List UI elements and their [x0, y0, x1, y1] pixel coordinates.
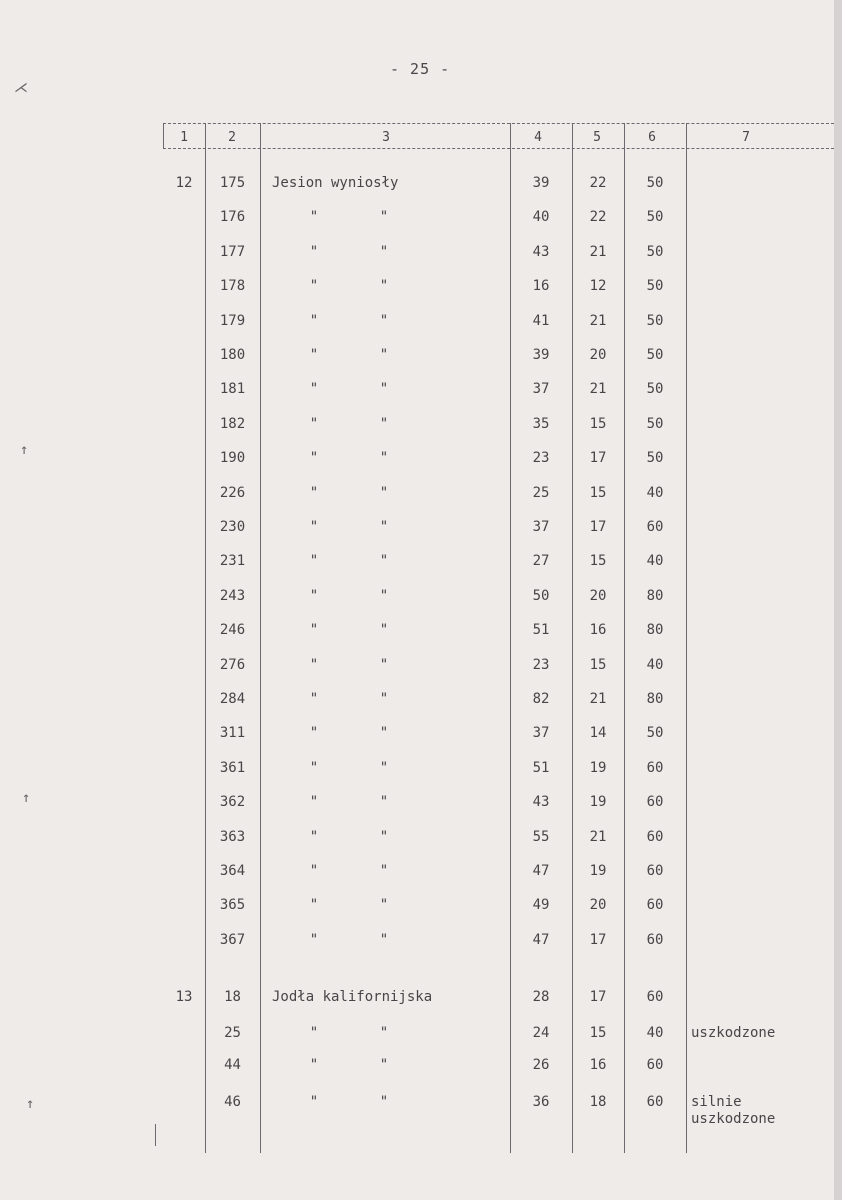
cell-remarks: silnie uszkodzone	[691, 1094, 776, 1127]
cell-col-5: 17	[589, 450, 607, 467]
cell-col-6: 50	[646, 450, 664, 467]
cell-col-4: 39	[532, 175, 550, 191]
cell-col-5: 19	[589, 794, 607, 811]
cell-tree-number: 243	[219, 587, 246, 604]
ditto-mark: "	[309, 519, 319, 535]
ditto-mark: "	[309, 1057, 319, 1073]
cell-col-5: 17	[589, 931, 607, 948]
cell-col-5: 16	[589, 622, 607, 639]
cell-col-6: 60	[646, 519, 664, 535]
cell-col-6: 50	[646, 243, 664, 260]
cell-col-6: 50	[646, 278, 664, 295]
cell-col-4: 23	[532, 656, 550, 673]
cell-col-4: 43	[532, 794, 550, 811]
ditto-mark: "	[379, 1057, 389, 1073]
cell-tree-number: 363	[219, 828, 246, 845]
cell-col-6: 50	[646, 312, 664, 329]
cell-col-5: 21	[589, 243, 607, 260]
cell-col-4: 23	[532, 450, 550, 467]
cell-col-5: 14	[589, 725, 607, 742]
cell-species: Jesion wyniosły	[272, 175, 399, 191]
cell-col-5: 15	[589, 484, 607, 501]
cell-tree-number: 284	[219, 691, 246, 707]
cell-tree-number: 18	[224, 989, 241, 1005]
cell-col-4: 25	[532, 484, 550, 501]
ditto-mark: "	[309, 381, 319, 398]
cell-tree-number: 176	[219, 209, 246, 226]
table-top-rule	[163, 123, 834, 124]
ditto-mark: "	[309, 347, 319, 363]
cell-col-5: 22	[589, 175, 607, 191]
ditto-mark: "	[309, 691, 319, 707]
punch-hole-icon: ↑	[26, 1096, 35, 1112]
cell-tree-number: 177	[219, 243, 246, 260]
ditto-mark: "	[309, 863, 319, 879]
header-cell-2: 2	[228, 130, 236, 145]
ditto-mark: "	[309, 656, 319, 673]
cell-col-6: 60	[646, 931, 664, 948]
ditto-mark: "	[379, 691, 389, 707]
header-cell-1: 1	[180, 130, 188, 145]
cell-tree-number: 178	[219, 278, 246, 295]
cell-col-5: 17	[589, 519, 607, 535]
ditto-mark: "	[379, 415, 389, 432]
cell-col-6: 50	[646, 347, 664, 363]
cell-tree-number: 182	[219, 415, 246, 432]
ditto-mark: "	[379, 622, 389, 639]
cell-col-5: 20	[589, 347, 607, 363]
cell-col-5: 15	[589, 656, 607, 673]
punch-hole-icon: ↑	[22, 790, 31, 806]
cell-col-4: 28	[532, 989, 550, 1005]
cell-col-5: 15	[589, 415, 607, 432]
cell-col-6: 60	[646, 794, 664, 811]
cell-col-6: 60	[646, 989, 664, 1005]
column-divider	[686, 123, 687, 1153]
cell-tree-number: 44	[224, 1057, 241, 1073]
cell-col-4: 40	[532, 209, 550, 226]
cell-tree-number: 361	[219, 759, 246, 776]
cell-col-6: 80	[646, 622, 664, 639]
cell-tree-number: 190	[219, 450, 246, 467]
ditto-mark: "	[379, 725, 389, 742]
ditto-mark: "	[379, 794, 389, 811]
cell-group-number: 13	[175, 989, 193, 1005]
cell-col-5: 16	[589, 1057, 607, 1073]
cell-col-6: 60	[646, 863, 664, 879]
cell-col-6: 60	[646, 1057, 664, 1073]
ditto-mark: "	[309, 415, 319, 432]
cell-col-4: 82	[532, 691, 550, 707]
cell-col-5: 22	[589, 209, 607, 226]
ditto-mark: "	[379, 897, 389, 914]
ditto-mark: "	[309, 243, 319, 260]
cell-col-6: 40	[646, 1025, 664, 1041]
ditto-mark: "	[309, 1094, 319, 1110]
cell-col-4: 47	[532, 863, 550, 879]
cell-col-4: 49	[532, 897, 550, 914]
cell-col-4: 39	[532, 347, 550, 363]
ditto-mark: "	[309, 278, 319, 295]
cell-tree-number: 311	[219, 725, 246, 742]
cell-col-5: 21	[589, 828, 607, 845]
cell-tree-number: 246	[219, 622, 246, 639]
ditto-mark: "	[309, 450, 319, 467]
ditto-mark: "	[309, 622, 319, 639]
page-edge-shadow	[834, 0, 842, 1200]
ditto-mark: "	[309, 794, 319, 811]
ditto-mark: "	[309, 484, 319, 501]
cell-col-4: 27	[532, 553, 550, 570]
cell-col-5: 21	[589, 381, 607, 398]
cell-tree-number: 180	[219, 347, 246, 363]
cell-col-6: 60	[646, 897, 664, 914]
cell-col-6: 60	[646, 759, 664, 776]
ditto-mark: "	[309, 931, 319, 948]
cell-tree-number: 175	[219, 175, 246, 191]
cell-tree-number: 362	[219, 794, 246, 811]
cell-col-4: 37	[532, 725, 550, 742]
cell-col-5: 21	[589, 312, 607, 329]
cell-tree-number: 367	[219, 931, 246, 948]
ditto-mark: "	[379, 828, 389, 845]
cell-tree-number: 181	[219, 381, 246, 398]
ditto-mark: "	[379, 347, 389, 363]
cell-col-6: 80	[646, 587, 664, 604]
ditto-mark: "	[379, 553, 389, 570]
cell-col-6: 40	[646, 656, 664, 673]
ditto-mark: "	[309, 828, 319, 845]
cell-col-4: 51	[532, 759, 550, 776]
ditto-mark: "	[309, 759, 319, 776]
ditto-mark: "	[379, 656, 389, 673]
cell-col-4: 36	[532, 1094, 550, 1110]
ditto-mark: "	[379, 381, 389, 398]
cell-tree-number: 276	[219, 656, 246, 673]
cell-col-4: 24	[532, 1025, 550, 1041]
cell-tree-number: 179	[219, 312, 246, 329]
header-cell-6: 6	[648, 130, 656, 145]
cell-col-5: 15	[589, 553, 607, 570]
punch-mark-icon: ⋌	[14, 80, 28, 96]
cell-tree-number: 365	[219, 897, 246, 914]
ditto-mark: "	[379, 243, 389, 260]
ditto-mark: "	[379, 587, 389, 604]
ditto-mark: "	[309, 725, 319, 742]
cell-col-5: 20	[589, 897, 607, 914]
ditto-mark: "	[379, 1094, 389, 1110]
cell-col-6: 50	[646, 725, 664, 742]
cell-col-5: 12	[589, 278, 607, 295]
cell-col-5: 17	[589, 989, 607, 1005]
cell-col-5: 20	[589, 587, 607, 604]
ditto-mark: "	[309, 553, 319, 570]
cell-col-6: 40	[646, 553, 664, 570]
page-number: - 25 -	[390, 60, 451, 78]
cell-col-6: 40	[646, 484, 664, 501]
cell-col-4: 37	[532, 519, 550, 535]
cell-species: Jodła kalifornijska	[272, 989, 433, 1005]
ditto-mark: "	[309, 897, 319, 914]
cell-group-number: 12	[175, 175, 193, 191]
cell-col-6: 50	[646, 175, 664, 191]
punch-hole-icon: ↑	[20, 442, 29, 458]
ditto-mark: "	[379, 1025, 389, 1041]
cell-col-4: 16	[532, 278, 550, 295]
cell-col-4: 50	[532, 587, 550, 604]
cell-col-4: 41	[532, 312, 550, 329]
cell-col-6: 60	[646, 1094, 664, 1110]
column-divider	[260, 123, 261, 1153]
cell-col-4: 47	[532, 931, 550, 948]
cell-tree-number: 46	[224, 1094, 241, 1110]
ditto-mark: "	[379, 312, 389, 329]
cell-col-5: 15	[589, 1025, 607, 1041]
ditto-mark: "	[379, 484, 389, 501]
cell-col-6: 50	[646, 209, 664, 226]
header-cell-3: 3	[382, 130, 390, 145]
ditto-mark: "	[309, 587, 319, 604]
cell-tree-number: 230	[219, 519, 246, 535]
cell-tree-number: 364	[219, 863, 246, 879]
cell-col-5: 18	[589, 1094, 607, 1110]
ditto-mark: "	[379, 519, 389, 535]
header-cell-7: 7	[742, 130, 750, 145]
cell-remarks: uszkodzone	[691, 1025, 776, 1041]
cell-col-5: 19	[589, 759, 607, 776]
ditto-mark: "	[309, 209, 319, 226]
header-cell-4: 4	[534, 130, 542, 145]
cell-col-4: 55	[532, 828, 550, 845]
cell-col-6: 50	[646, 415, 664, 432]
table-header-rule	[163, 148, 834, 149]
cell-col-4: 51	[532, 622, 550, 639]
cell-tree-number: 226	[219, 484, 246, 501]
ditto-mark: "	[379, 450, 389, 467]
margin-tick	[155, 1124, 156, 1146]
cell-col-4: 26	[532, 1057, 550, 1073]
ditto-mark: "	[309, 312, 319, 329]
cell-tree-number: 231	[219, 553, 246, 570]
header-cell-5: 5	[593, 130, 601, 145]
cell-tree-number: 25	[224, 1025, 241, 1041]
cell-col-4: 43	[532, 243, 550, 260]
ditto-mark: "	[379, 278, 389, 295]
cell-col-4: 37	[532, 381, 550, 398]
cell-col-6: 50	[646, 381, 664, 398]
ditto-mark: "	[379, 863, 389, 879]
cell-col-6: 60	[646, 828, 664, 845]
cell-col-5: 19	[589, 863, 607, 879]
ditto-mark: "	[379, 931, 389, 948]
cell-col-5: 21	[589, 691, 607, 707]
ditto-mark: "	[309, 1025, 319, 1041]
ditto-mark: "	[379, 209, 389, 226]
cell-col-4: 35	[532, 415, 550, 432]
cell-col-6: 80	[646, 691, 664, 707]
ditto-mark: "	[379, 759, 389, 776]
